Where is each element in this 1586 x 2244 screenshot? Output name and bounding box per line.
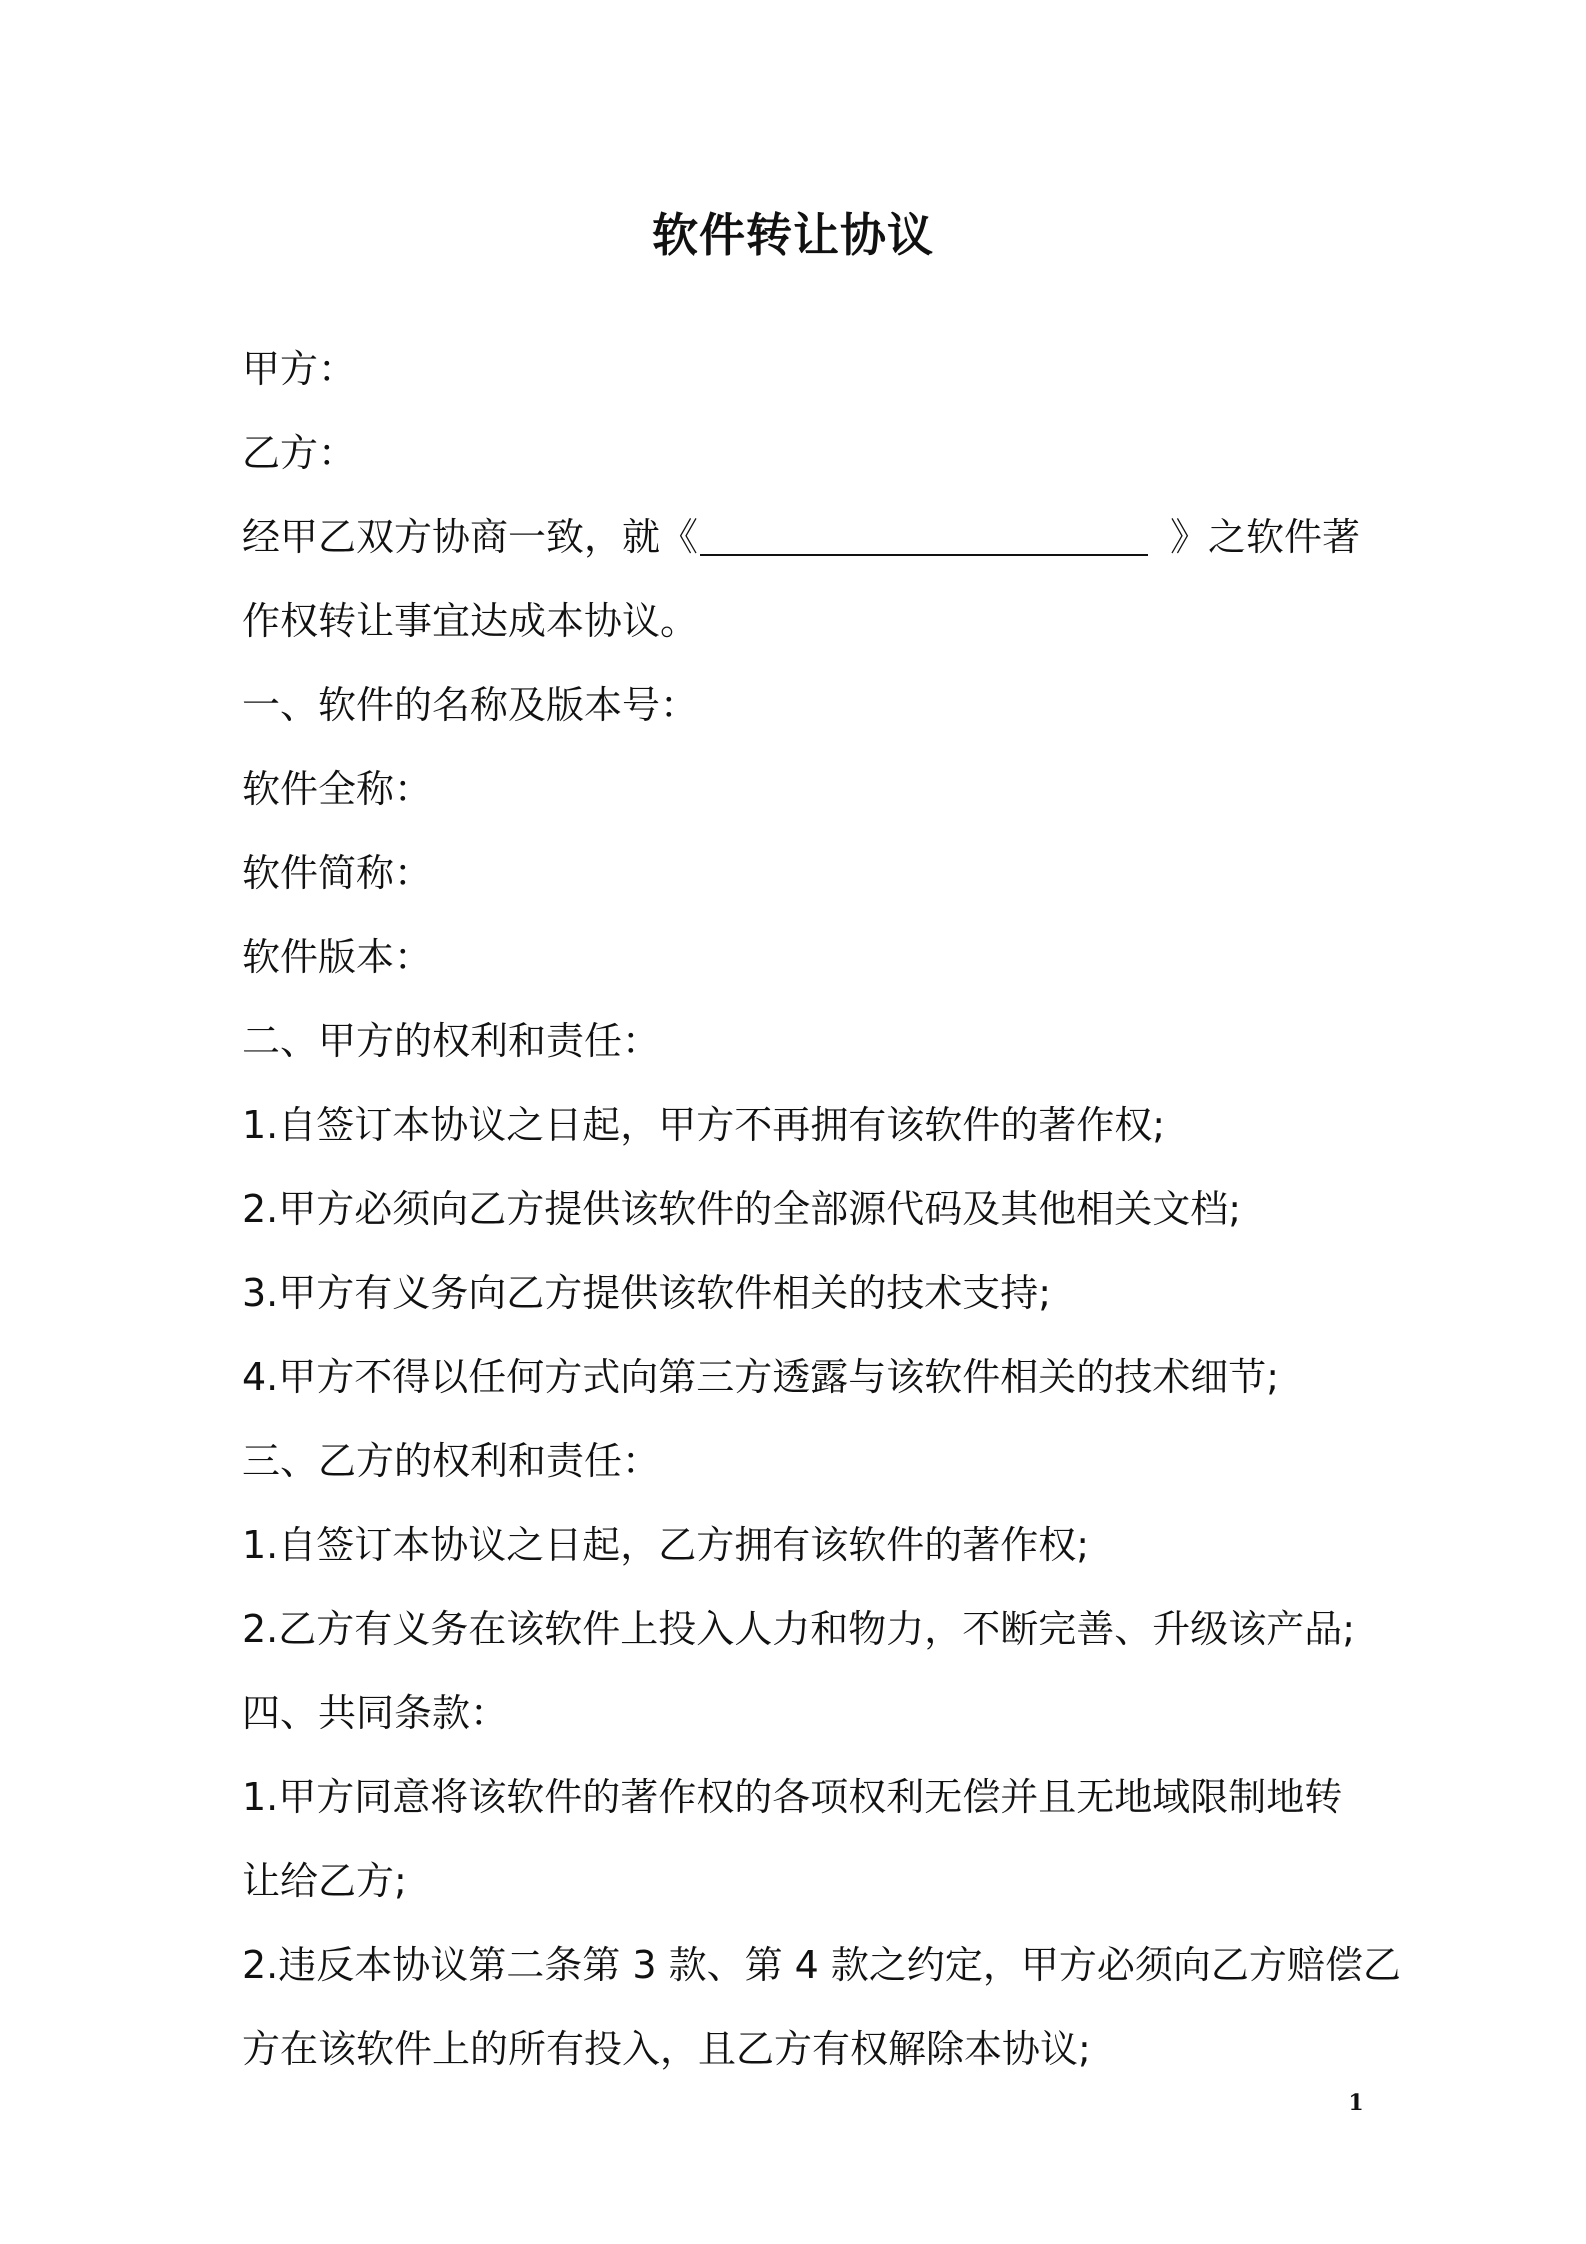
intro-line-2: 作权转让事宜达成本协议。 xyxy=(242,599,699,643)
section-1-heading: 一、软件的名称及版本号： xyxy=(242,683,699,727)
section-3-heading: 三、乙方的权利和责任： xyxy=(242,1439,661,1483)
section-4-clause-2-line-1: 2.违反本协议第二条第 3 款、第 4 款之约定，甲方必须向乙方赔偿乙 xyxy=(242,1943,1401,1987)
software-version-line: 软件版本： xyxy=(242,935,433,979)
intro-text-after: 》之软件著 xyxy=(1170,515,1361,559)
document-title: 软件转让协议 xyxy=(652,208,934,262)
section-4-clause-1-line-1: 1.甲方同意将该软件的著作权的各项权利无偿并且无地域限制地转 xyxy=(242,1775,1343,1819)
section-2-heading: 二、甲方的权利和责任： xyxy=(242,1019,661,1063)
party-b-line: 乙方： xyxy=(242,431,357,475)
software-short-name-line: 软件简称： xyxy=(242,851,433,895)
section-4-clause-1-line-2: 让给乙方; xyxy=(242,1859,407,1903)
section-3-clause-2: 2.乙方有义务在该软件上投入人力和物力，不断完善、升级该产品; xyxy=(242,1607,1356,1651)
intro-line-1 xyxy=(242,495,1362,579)
section-3-clause-1: 1.自签订本协议之日起，乙方拥有该软件的著作权; xyxy=(242,1523,1090,1567)
section-4-heading: 四、共同条款： xyxy=(242,1691,509,1735)
software-name-blank xyxy=(700,508,1148,556)
intro-text-before: 经甲乙双方协商一致，就《 xyxy=(242,515,699,559)
software-full-name-line: 软件全称： xyxy=(242,767,433,811)
page-number: 1 xyxy=(1348,2090,1364,2116)
section-2-clause-4: 4.甲方不得以任何方式向第三方透露与该软件相关的技术细节; xyxy=(242,1355,1280,1399)
section-2-clause-3: 3.甲方有义务向乙方提供该软件相关的技术支持; xyxy=(242,1271,1052,1315)
section-4-clause-2-line-2: 方在该软件上的所有投入，且乙方有权解除本协议; xyxy=(242,2027,1091,2071)
section-2-clause-1: 1.自签订本协议之日起，甲方不再拥有该软件的著作权; xyxy=(242,1103,1166,1147)
section-2-clause-2: 2.甲方必须向乙方提供该软件的全部源代码及其他相关文档; xyxy=(242,1187,1242,1231)
party-a-line: 甲方： xyxy=(242,347,357,391)
document-body xyxy=(242,327,1401,2091)
